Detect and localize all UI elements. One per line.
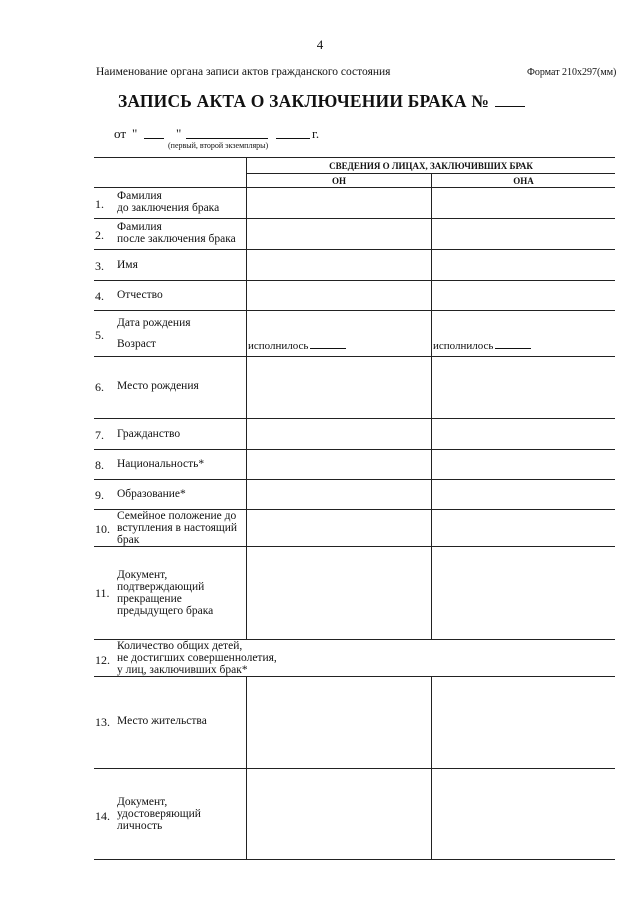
- day-blank[interactable]: [144, 138, 164, 139]
- row-label-line: Семейное положение до: [117, 510, 237, 522]
- row-label-line: Возраст: [117, 338, 156, 350]
- row-number: 1.: [95, 197, 104, 211]
- table-line: [246, 157, 247, 639]
- table-line: [94, 187, 615, 188]
- row-label: [117, 569, 213, 617]
- row-label: [117, 640, 277, 676]
- row-number: 7.: [95, 428, 104, 442]
- row-label-line: вступления в настоящий: [117, 522, 238, 534]
- age-he-label: исполнилось: [248, 340, 309, 352]
- table-line: [94, 768, 615, 769]
- age-he-field[interactable]: [248, 338, 346, 352]
- row-label-line: Имя: [117, 259, 138, 271]
- age-she-blank[interactable]: [495, 338, 531, 349]
- date-quote-open: ": [132, 126, 138, 141]
- row-label: [117, 259, 138, 271]
- date-prefix: от: [114, 126, 127, 141]
- row-label-line: удостоверяющий: [117, 808, 201, 820]
- row-label-line: не достигших совершеннолетия,: [117, 652, 277, 664]
- row-label: [117, 221, 236, 245]
- record-number-blank[interactable]: [495, 92, 525, 107]
- row-label: [117, 510, 237, 546]
- row-number: 8.: [95, 458, 104, 472]
- row-label: [117, 796, 201, 832]
- table-line: [94, 249, 615, 250]
- row-label: [117, 715, 207, 727]
- year-suffix: г.: [312, 126, 320, 141]
- row-label-line: Гражданство: [117, 428, 181, 440]
- column-header-she: ОНА: [513, 176, 534, 186]
- row-label: [117, 190, 219, 214]
- table-line: [94, 546, 615, 547]
- row-label-line: брак: [117, 534, 140, 546]
- row-number: 12.: [95, 653, 110, 667]
- row-label-line: предыдущего брака: [117, 605, 214, 617]
- row-label-line: Место жительства: [117, 715, 207, 727]
- paper-format-label: Формат 210x297(мм): [527, 67, 617, 78]
- row-number: 10.: [95, 522, 110, 536]
- row-label-line: до заключения брака: [117, 202, 220, 214]
- age-she-field[interactable]: [433, 338, 531, 352]
- copy-note: (первый, второй экземпляры): [168, 141, 269, 150]
- row-label-line: Фамилия: [117, 190, 162, 202]
- row-number: 6.: [95, 380, 104, 394]
- table-line: [94, 418, 615, 419]
- row-label-line: Дата рождения: [117, 317, 191, 329]
- row-label-line: Документ,: [117, 569, 168, 581]
- table-line: [94, 157, 615, 158]
- table-line: [94, 859, 615, 860]
- row-label: [117, 428, 180, 440]
- document-title: [118, 91, 525, 112]
- table-line: [94, 356, 615, 357]
- table-line: [94, 676, 615, 677]
- row-number: 13.: [95, 715, 110, 729]
- age-she-label: исполнилось: [433, 340, 494, 352]
- row-number: 9.: [95, 488, 104, 502]
- group-header: СВЕДЕНИЯ О ЛИЦАХ, ЗАКЛЮЧИВШИХ БРАК: [329, 161, 533, 171]
- row-label-line: Образование*: [117, 488, 186, 500]
- row-label-line: Документ,: [117, 796, 168, 808]
- row-label-line: Фамилия: [117, 221, 162, 233]
- row-label: [117, 458, 204, 470]
- row-label-line: Количество общих детей,: [117, 640, 243, 652]
- date-quote-close: ": [176, 126, 182, 141]
- table-line: [94, 479, 615, 480]
- row-label-line: Место рождения: [117, 380, 199, 392]
- document-title-text: ЗАПИСЬ АКТА О ЗАКЛЮЧЕНИИ БРАКА №: [118, 91, 490, 111]
- row-label: [117, 289, 163, 301]
- row-label-line: Отчество: [117, 289, 163, 301]
- record-date-line: [114, 126, 320, 142]
- row-number: 14.: [95, 809, 110, 823]
- row-number: 5.: [95, 328, 104, 342]
- row-label-line: Национальность*: [117, 458, 205, 470]
- age-he-blank[interactable]: [310, 338, 346, 349]
- registry-office-name-label: Наименование органа записи актов гражданского состояния: [96, 66, 391, 78]
- month-blank[interactable]: [186, 138, 268, 139]
- year-blank[interactable]: [276, 138, 310, 139]
- row-label: [117, 317, 191, 329]
- row-label-line: подтверждающий: [117, 581, 205, 593]
- table-line: [94, 310, 615, 311]
- page-number: 4: [316, 37, 324, 52]
- table-line: [431, 173, 432, 639]
- table-line: [431, 676, 432, 859]
- row-label-line: личность: [117, 820, 163, 832]
- row-label: [117, 338, 156, 350]
- row-number: 4.: [95, 289, 104, 303]
- row-label-line: у лиц, заключивших брак*: [117, 664, 248, 676]
- row-label-line: прекращение: [117, 593, 182, 605]
- row-number: 2.: [95, 228, 104, 242]
- row-label-line: после заключения брака: [117, 233, 236, 245]
- column-header-he: ОН: [331, 176, 346, 186]
- table-line: [94, 218, 615, 219]
- table-line: [94, 449, 615, 450]
- row-number: 11.: [95, 586, 110, 600]
- table-line: [246, 676, 247, 859]
- row-label: [117, 488, 186, 500]
- row-number: 3.: [95, 259, 104, 273]
- row-label: [117, 380, 199, 392]
- table-line: [94, 280, 615, 281]
